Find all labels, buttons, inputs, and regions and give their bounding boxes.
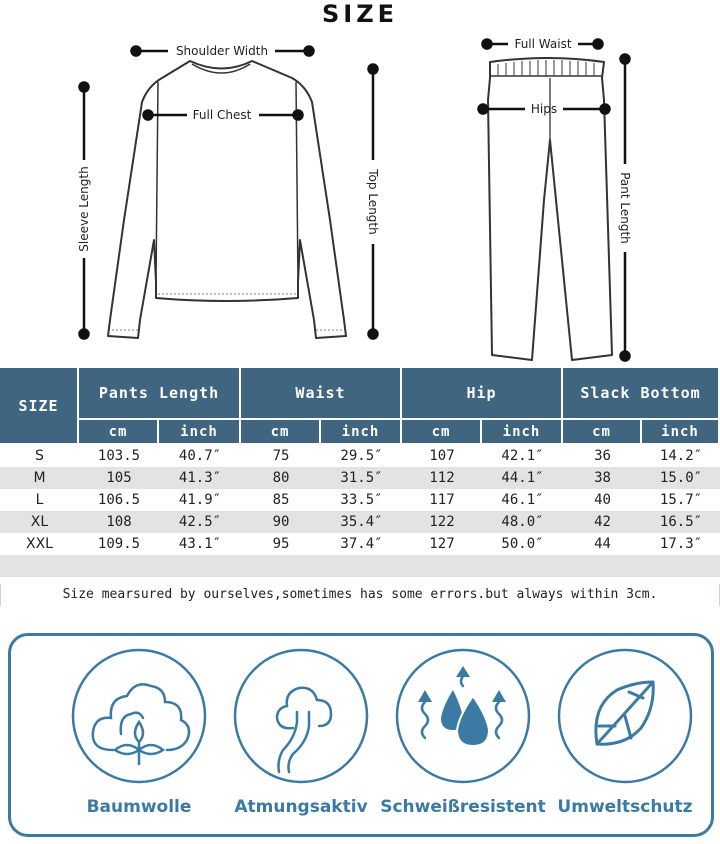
size-cell: L	[35, 492, 44, 508]
table-cell: 42.1″	[501, 448, 544, 464]
table-row	[0, 467, 720, 489]
table-cell: 117	[429, 492, 455, 508]
size-cell: XL	[0, 511, 79, 533]
garment-illustration	[0, 30, 720, 365]
table-cell: 17.3″	[659, 536, 703, 552]
table-row	[0, 445, 720, 467]
unit-header: cm	[79, 420, 159, 445]
feature-baumwolle	[59, 636, 219, 836]
measurement-note: Size mearsured by ourselves,sometimes has some errors.but always within 3cm.	[0, 584, 720, 606]
shoulder-width-label: Shoulder Width	[175, 44, 269, 58]
measurement-diagram	[0, 30, 720, 365]
table-cell: 41.9″	[178, 492, 222, 508]
table-cell: 106.5	[97, 492, 141, 508]
table-cell: 15.0″	[642, 467, 720, 489]
unit-header: cm	[241, 420, 321, 445]
table-cell: 50.0″	[501, 536, 544, 552]
table-row-blank	[0, 555, 720, 577]
size-cell: XXL	[26, 536, 53, 552]
hips-label: Hips	[530, 102, 558, 116]
table-cell: 42.5″	[159, 511, 241, 533]
table-cell: 107	[429, 448, 455, 464]
table-cell: 105	[79, 467, 159, 489]
top-length-label: Top Length	[366, 169, 380, 235]
table-cell: 90	[241, 511, 321, 533]
blank-cell	[0, 555, 720, 577]
feature-label: Umweltschutz	[557, 797, 693, 817]
table-cell: 85	[272, 492, 290, 508]
table-cell: 42	[563, 511, 642, 533]
unit-header: inch	[159, 420, 241, 445]
table-cell: 44	[594, 536, 611, 552]
table-cell: 80	[241, 467, 321, 489]
shirt-outline	[108, 61, 346, 338]
table-cell: 46.1″	[501, 492, 544, 508]
table-cell: 108	[79, 511, 159, 533]
feature-atmungsaktiv	[221, 636, 381, 836]
size-chart-table	[0, 368, 720, 577]
table-cell: 15.7″	[659, 492, 703, 508]
table-cell: 43.1″	[178, 536, 222, 552]
table-cell: 29.5″	[340, 448, 383, 464]
table-cell: 48.0″	[482, 511, 563, 533]
table-cell: 122	[402, 511, 482, 533]
sweat-drops-icon	[393, 646, 533, 786]
group-header-pants-length: Pants Length	[79, 368, 241, 420]
size-column-header: SIZE	[0, 368, 79, 445]
page-title: SIZE	[321, 0, 398, 28]
table-cell: 44.1″	[482, 467, 563, 489]
full-chest-label: Full Chest	[192, 108, 252, 122]
feature-umweltschutz	[545, 636, 705, 836]
feature-schweissresistent	[380, 636, 546, 836]
group-header-waist: Waist	[241, 368, 402, 420]
unit-header: cm	[563, 420, 642, 445]
size-cell: M	[0, 467, 79, 489]
full-waist-label: Full Waist	[514, 37, 572, 51]
leaf-icon	[555, 646, 695, 786]
table-cell: 14.2″	[659, 448, 703, 464]
group-header-hip: Hip	[402, 368, 563, 420]
features-panel	[8, 633, 714, 837]
group-header-slack-bottom: Slack Bottom	[563, 368, 720, 420]
table-cell: 33.5″	[340, 492, 383, 508]
pant-length-label: Pant Length	[618, 172, 632, 244]
feature-label: Baumwolle	[86, 797, 192, 817]
table-cell: 127	[429, 536, 455, 552]
table-cell: 95	[272, 536, 290, 552]
table-cell: 35.4″	[321, 511, 402, 533]
table-cell: 40.7″	[178, 448, 222, 464]
table-cell: 103.5	[97, 448, 141, 464]
table-row	[0, 511, 720, 533]
table-row	[0, 489, 720, 511]
table-cell: 109.5	[97, 536, 141, 552]
unit-header: inch	[321, 420, 402, 445]
table-cell: 36	[594, 448, 611, 464]
feature-label: Schweißresistent	[380, 797, 546, 817]
unit-header: cm	[402, 420, 482, 445]
table-row	[0, 533, 720, 555]
table-cell: 38	[563, 467, 642, 489]
table-cell: 37.4″	[340, 536, 383, 552]
unit-header: inch	[482, 420, 563, 445]
size-cell: S	[35, 448, 44, 464]
unit-header: inch	[642, 420, 720, 445]
table-cell: 40	[594, 492, 611, 508]
feature-label: Atmungsaktiv	[234, 797, 368, 817]
table-cell: 75	[272, 448, 290, 464]
breathable-tree-icon	[231, 646, 371, 786]
table-cell: 112	[402, 467, 482, 489]
table-cell: 31.5″	[321, 467, 402, 489]
sleeve-length-label: Sleeve Length	[77, 166, 91, 252]
table-cell: 16.5″	[642, 511, 720, 533]
cotton-icon	[69, 646, 209, 786]
table-cell: 41.3″	[159, 467, 241, 489]
